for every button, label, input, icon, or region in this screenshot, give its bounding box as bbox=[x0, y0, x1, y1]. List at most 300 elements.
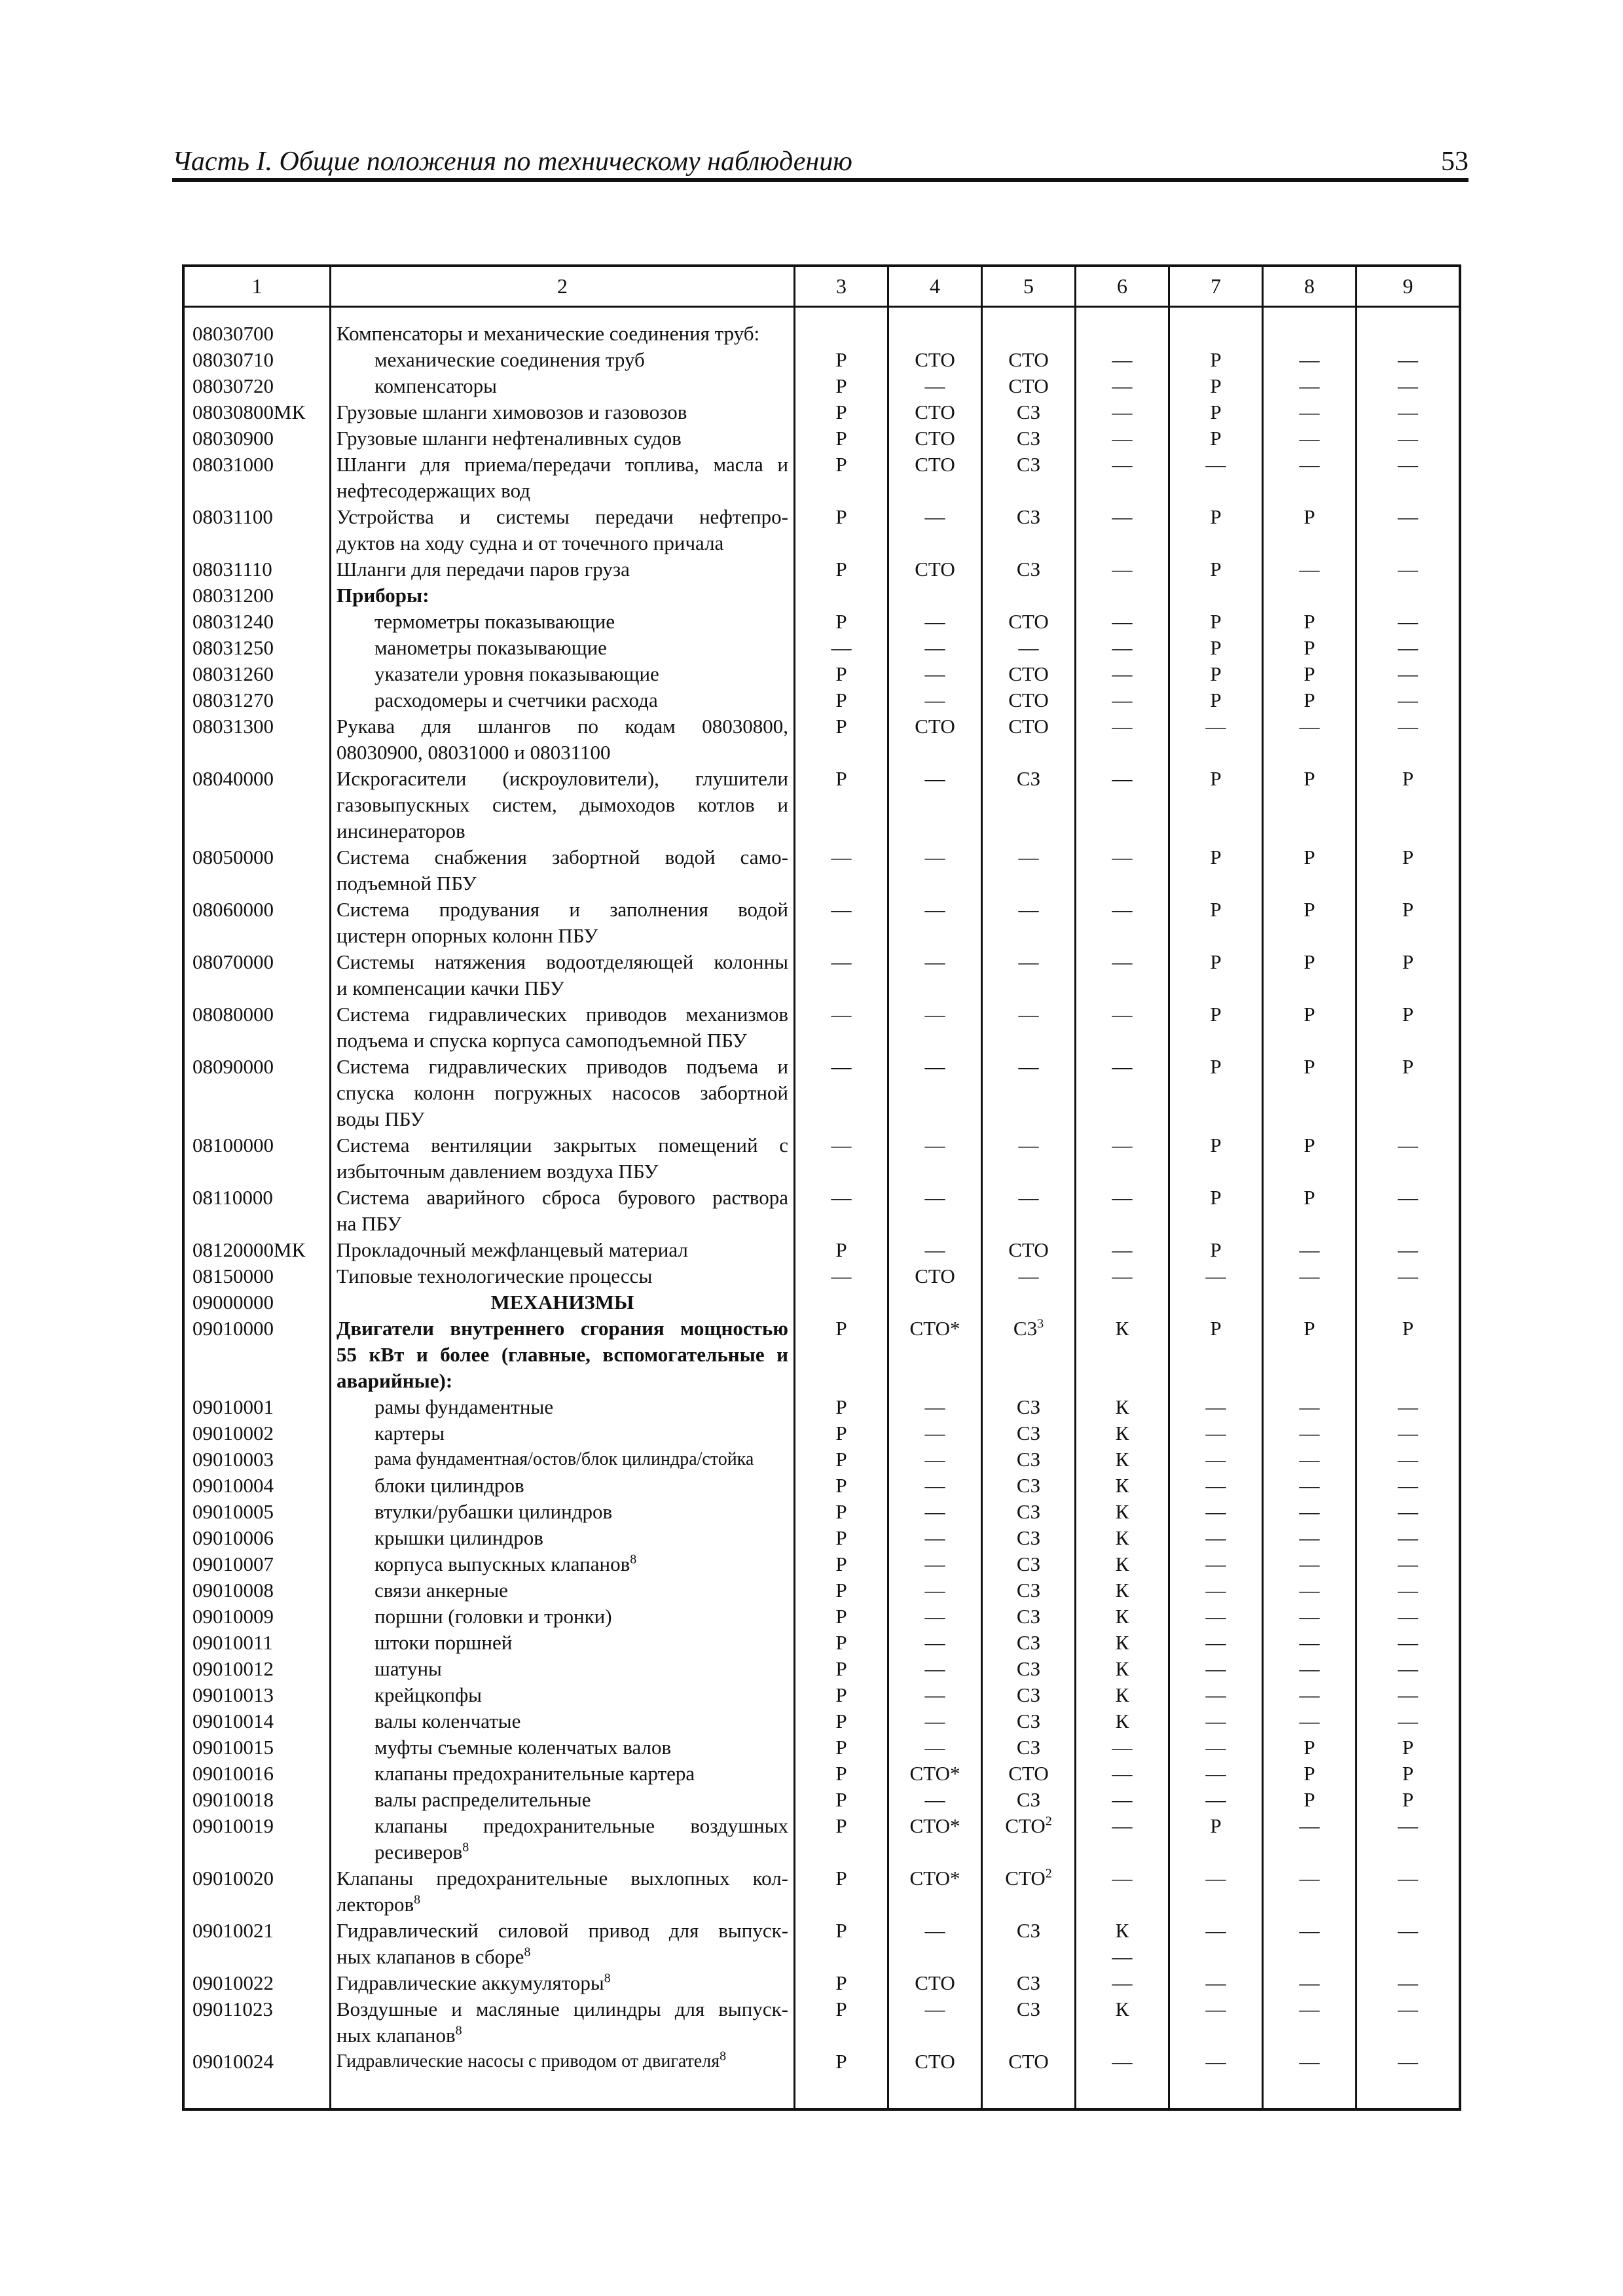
cell-col-6: — bbox=[1112, 767, 1133, 790]
cell-col-9: — bbox=[1398, 662, 1418, 685]
cell-col-3: Р bbox=[835, 401, 847, 423]
cell-col-5: СЗ bbox=[1016, 1736, 1041, 1759]
cell-col-5: СТО$^2$ bbox=[1005, 1866, 1052, 1890]
cell-col-7: Р bbox=[1210, 846, 1222, 869]
cell-col-8: Р bbox=[1304, 1762, 1315, 1785]
cell-col-3: — bbox=[831, 1134, 852, 1157]
cell-col-9: — bbox=[1398, 1238, 1418, 1261]
cell-col-5: СТО bbox=[1008, 2050, 1049, 2073]
cell-col-4: — bbox=[924, 1605, 945, 1628]
cell-col-4: СТО bbox=[915, 715, 955, 738]
cell-col-8: — bbox=[1299, 1422, 1320, 1444]
cell-col-9: — bbox=[1398, 636, 1418, 659]
cell-col-7: Р bbox=[1210, 558, 1222, 581]
cell-col-7: — bbox=[1205, 1788, 1226, 1811]
cell-col-5: СЗ bbox=[1016, 1919, 1041, 1942]
item-code: 08030900 bbox=[192, 427, 274, 450]
cell-col-5: — bbox=[1018, 950, 1039, 973]
col-header-3: 3 bbox=[836, 274, 847, 298]
item-description: Система аварийного сброса бурового раствора bbox=[337, 1186, 788, 1209]
cell-col-9: — bbox=[1398, 1134, 1418, 1157]
cell-col-9: Р bbox=[1402, 950, 1414, 973]
cell-col-4: СТО bbox=[915, 401, 955, 423]
cell-col-7: Р bbox=[1210, 427, 1222, 450]
cell-col-6: К bbox=[1115, 1579, 1129, 1602]
cell-col-8: — bbox=[1299, 1395, 1320, 1418]
cell-col-4: — bbox=[924, 767, 945, 790]
cell-col-6: К bbox=[1115, 1474, 1129, 1497]
cell-col-3: Р bbox=[835, 767, 847, 790]
cell-col-3: Р bbox=[835, 374, 847, 397]
cell-col-6: — bbox=[1112, 348, 1133, 371]
cell-col-4: — bbox=[924, 898, 945, 921]
cell-col-7: Р bbox=[1210, 767, 1222, 790]
cell-col-7: — bbox=[1205, 1526, 1226, 1549]
item-code: 08031260 bbox=[192, 662, 274, 685]
cell-col-6: — bbox=[1112, 1134, 1133, 1157]
cell-col-7: — bbox=[1205, 1971, 1226, 1994]
cell-col-9: — bbox=[1398, 505, 1418, 528]
cell-col-5: СЗ bbox=[1016, 1552, 1041, 1575]
footnote-ref: 8 bbox=[462, 1840, 469, 1855]
cell-col-4: — bbox=[924, 1186, 945, 1209]
cell-col-5: СЗ bbox=[1016, 558, 1041, 581]
cell-col-3: Р bbox=[835, 1919, 847, 1942]
cell-col-9: Р bbox=[1402, 1762, 1414, 1785]
cell-col-8: — bbox=[1299, 558, 1320, 581]
col-header-5: 5 bbox=[1023, 274, 1034, 298]
cell-col-6: — bbox=[1112, 1814, 1133, 1837]
cell-col-6: К bbox=[1115, 1526, 1129, 1549]
cell-col-4: СТО bbox=[915, 2050, 955, 2073]
cell-col-7: Р bbox=[1210, 662, 1222, 685]
cell-col-6: К bbox=[1115, 1631, 1129, 1654]
cell-col-3: — bbox=[831, 898, 852, 921]
cell-col-6: — bbox=[1112, 846, 1133, 869]
cell-col-9: — bbox=[1398, 1186, 1418, 1209]
footnote-ref: 8 bbox=[720, 2049, 727, 2064]
footnote-ref: 2 bbox=[1045, 1866, 1052, 1881]
cell-col-8: Р bbox=[1304, 1736, 1315, 1759]
page-header bbox=[172, 145, 1468, 178]
cell-col-6: К bbox=[1115, 1657, 1129, 1680]
item-code: 09010003 bbox=[192, 1448, 274, 1471]
cell-col-7: Р bbox=[1210, 505, 1222, 528]
cell-col-3: — bbox=[831, 1265, 852, 1287]
cell-col-5: СЗ bbox=[1016, 1631, 1041, 1654]
cell-col-5: СЗ bbox=[1016, 1971, 1041, 1994]
cell-col-8: — bbox=[1299, 1579, 1320, 1602]
cell-col-3: Р bbox=[835, 1683, 847, 1706]
cell-col-6: — bbox=[1112, 662, 1133, 685]
item-code: 08030700 bbox=[192, 322, 274, 345]
cell-col-3: Р bbox=[835, 1474, 847, 1497]
item-description: Типовые технологические процессы bbox=[337, 1265, 653, 1287]
cell-col-3: — bbox=[831, 950, 852, 973]
item-code: 08080000 bbox=[192, 1003, 274, 1026]
item-description: крышки цилиндров bbox=[374, 1526, 543, 1549]
item-description: Компенсаторы и механические соединения труб: bbox=[337, 322, 760, 345]
cell-col-9: — bbox=[1398, 1867, 1418, 1890]
cell-col-4: СТО* bbox=[909, 1762, 960, 1785]
cell-col-5: СТО bbox=[1008, 715, 1049, 738]
cell-col-3: Р bbox=[835, 610, 847, 633]
item-description: клапаны предохранительные картера bbox=[374, 1762, 695, 1785]
cell-col-8: — bbox=[1299, 1448, 1320, 1471]
cell-col-9: — bbox=[1398, 558, 1418, 581]
cell-col-5: СЗ bbox=[1016, 1526, 1041, 1549]
item-description: корпуса выпускных клапанов$^8$ bbox=[374, 1552, 637, 1575]
cell-col-4: — bbox=[924, 1448, 945, 1471]
item-description: термометры показывающие bbox=[374, 610, 615, 633]
cell-col-9: — bbox=[1398, 1500, 1418, 1523]
cell-col-8: — bbox=[1299, 1500, 1320, 1523]
cell-col-5: СТО bbox=[1008, 1762, 1049, 1785]
cell-col-7: Р bbox=[1210, 898, 1222, 921]
cell-col-6: — bbox=[1112, 1788, 1133, 1811]
cell-col-4: — bbox=[924, 1788, 945, 1811]
cell-col-9: — bbox=[1398, 427, 1418, 450]
cell-col-4: СТО bbox=[915, 348, 955, 371]
cell-col-5: СЗ bbox=[1016, 767, 1041, 790]
item-description: Грузовые шланги нефтеналивных судов bbox=[337, 427, 682, 450]
cell-col-8: Р bbox=[1304, 1003, 1315, 1026]
item-description: рамы фундаментные bbox=[374, 1395, 554, 1418]
cell-col-9: — bbox=[1398, 348, 1418, 371]
cell-col-3: Р bbox=[835, 505, 847, 528]
cell-col-7: Р bbox=[1210, 1003, 1222, 1026]
cell-col-8: Р bbox=[1304, 662, 1315, 685]
footnote-ref: 2 bbox=[1045, 1814, 1052, 1829]
item-description: ных клапанов в сборе$^8$ bbox=[337, 1945, 531, 1968]
cell-col-7: Р bbox=[1210, 401, 1222, 423]
item-description: Гидравлические аккумуляторы$^8$ bbox=[337, 1971, 611, 1994]
cell-col-7: — bbox=[1205, 1448, 1226, 1471]
item-code: 09010021 bbox=[192, 1919, 274, 1942]
cell-col-3: — bbox=[831, 1186, 852, 1209]
item-description: связи анкерные bbox=[374, 1579, 508, 1602]
cell-col-4: — bbox=[924, 636, 945, 659]
cell-col-8: Р bbox=[1304, 898, 1315, 921]
cell-col-5: СЗ bbox=[1016, 427, 1041, 450]
cell-col-4: — bbox=[924, 689, 945, 711]
cell-col-3: — bbox=[831, 846, 852, 869]
item-code: 09010020 bbox=[192, 1867, 274, 1890]
cell-col-9: — bbox=[1398, 401, 1418, 423]
cell-col-8: Р bbox=[1304, 1186, 1315, 1209]
item-description: Грузовые шланги химовозов и газовозов bbox=[337, 401, 687, 423]
cell-col-7: — bbox=[1205, 2050, 1226, 2073]
footnote-ref: 3 bbox=[1037, 1316, 1044, 1331]
cell-col-5: — bbox=[1018, 898, 1039, 921]
col-header-2: 2 bbox=[557, 274, 568, 298]
cell-col-9: — bbox=[1398, 1395, 1418, 1418]
col-header-6: 6 bbox=[1117, 274, 1127, 298]
cell-col-8: — bbox=[1299, 1867, 1320, 1890]
item-code: 09010014 bbox=[192, 1710, 274, 1732]
cell-col-5: СТО bbox=[1008, 689, 1049, 711]
item-code: 09000000 bbox=[192, 1291, 274, 1314]
cell-col-6: — bbox=[1112, 1971, 1133, 1994]
item-code: 09010005 bbox=[192, 1500, 274, 1523]
cell-col-4: — bbox=[924, 846, 945, 869]
cell-col-6-extra: — bbox=[1112, 1945, 1133, 1968]
cell-col-8: Р bbox=[1304, 689, 1315, 711]
cell-col-5: СЗ bbox=[1016, 401, 1041, 423]
cell-col-9: — bbox=[1398, 1448, 1418, 1471]
cell-col-5: СТО bbox=[1008, 610, 1049, 633]
item-code: 09010002 bbox=[192, 1422, 274, 1444]
item-description: Система снабжения забортной водой само- bbox=[337, 846, 788, 869]
cell-col-7: Р bbox=[1210, 1134, 1222, 1157]
item-description: газовыпускных систем, дымоходов котлов и bbox=[337, 793, 788, 816]
cell-col-4: — bbox=[924, 1134, 945, 1157]
cell-col-9: — bbox=[1398, 1971, 1418, 1994]
cell-col-7: — bbox=[1205, 453, 1226, 476]
cell-col-8: Р bbox=[1304, 636, 1315, 659]
cell-col-9: — bbox=[1398, 1683, 1418, 1706]
cell-col-3: — bbox=[831, 1055, 852, 1078]
cell-col-7: Р bbox=[1210, 610, 1222, 633]
item-description: Системы натяжения водоотделяющей колонны bbox=[337, 950, 788, 973]
item-code: 09010000 bbox=[192, 1317, 274, 1340]
cell-col-3: Р bbox=[835, 1788, 847, 1811]
cell-col-6: К bbox=[1115, 1605, 1129, 1628]
cell-col-4: — bbox=[924, 1003, 945, 1026]
item-code: 09010019 bbox=[192, 1814, 274, 1837]
cell-col-9: — bbox=[1398, 1919, 1418, 1942]
cell-col-3: Р bbox=[835, 1500, 847, 1523]
cell-col-3: Р bbox=[835, 1736, 847, 1759]
item-description: втулки/рубашки цилиндров bbox=[374, 1500, 613, 1523]
cell-col-9: — bbox=[1398, 374, 1418, 397]
cell-col-6: К bbox=[1115, 1395, 1129, 1418]
cell-col-3: Р bbox=[835, 1552, 847, 1575]
item-description: Система вентиляции закрытых помещений с bbox=[337, 1134, 788, 1157]
cell-col-3: Р bbox=[835, 1710, 847, 1732]
col-header-7: 7 bbox=[1211, 274, 1221, 298]
cell-col-3: Р bbox=[835, 1998, 847, 2020]
cell-col-8: Р bbox=[1304, 1788, 1315, 1811]
cell-col-7: — bbox=[1205, 1500, 1226, 1523]
item-code: 09010018 bbox=[192, 1788, 274, 1811]
cell-col-4: СТО* bbox=[909, 1867, 960, 1890]
cell-col-6: — bbox=[1112, 1055, 1133, 1078]
cell-col-6: — bbox=[1112, 898, 1133, 921]
cell-col-8: — bbox=[1299, 1238, 1320, 1261]
item-description: поршни (головки и тронки) bbox=[374, 1605, 612, 1628]
cell-col-4: СТО bbox=[915, 453, 955, 476]
item-code: 08060000 bbox=[192, 898, 274, 921]
cell-col-8: — bbox=[1299, 348, 1320, 371]
item-code: 09011023 bbox=[192, 1998, 273, 2020]
cell-col-6: — bbox=[1112, 2050, 1133, 2073]
cell-col-8: — bbox=[1299, 715, 1320, 738]
item-code: 08090000 bbox=[192, 1055, 274, 1078]
item-description: избыточным давлением воздуха ПБУ bbox=[337, 1160, 659, 1183]
cell-col-9: Р bbox=[1402, 1003, 1414, 1026]
cell-col-5: $С3^3$ bbox=[1013, 1316, 1044, 1340]
item-code: 08150000 bbox=[192, 1265, 274, 1287]
item-code: 08050000 bbox=[192, 846, 274, 869]
col-header-9: 9 bbox=[1402, 274, 1413, 298]
cell-col-7: Р bbox=[1210, 689, 1222, 711]
cell-col-6: К bbox=[1115, 1998, 1129, 2020]
cell-col-9: — bbox=[1398, 1552, 1418, 1575]
cell-col-6: — bbox=[1112, 950, 1133, 973]
cell-col-5: СЗ bbox=[1016, 1710, 1041, 1732]
cell-col-4: — bbox=[924, 1631, 945, 1654]
cell-col-8: — bbox=[1299, 1526, 1320, 1549]
cell-col-9: — bbox=[1398, 1422, 1418, 1444]
item-code: 09010001 bbox=[192, 1395, 274, 1418]
cell-col-7: Р bbox=[1210, 348, 1222, 371]
cell-col-4: СТО bbox=[915, 1265, 955, 1287]
cell-col-6: — bbox=[1112, 505, 1133, 528]
cell-col-9: — bbox=[1398, 1265, 1418, 1287]
item-description: на ПБУ bbox=[337, 1212, 402, 1235]
cell-col-7: Р bbox=[1210, 950, 1222, 973]
cell-col-6: К bbox=[1115, 1500, 1129, 1523]
item-description: Воздушные и масляные цилиндры для выпуск- bbox=[337, 1998, 788, 2020]
cell-col-3: Р bbox=[835, 558, 847, 581]
cell-col-6: — bbox=[1112, 1265, 1133, 1287]
cell-col-7: — bbox=[1205, 1422, 1226, 1444]
cell-col-4: — bbox=[924, 1055, 945, 1078]
col-header-1: 1 bbox=[251, 274, 263, 298]
item-code: 08100000 bbox=[192, 1134, 274, 1157]
item-description: ных клапанов$^8$ bbox=[337, 2023, 462, 2047]
cell-col-5: — bbox=[1018, 1055, 1039, 1078]
cell-col-8: — bbox=[1299, 1605, 1320, 1628]
cell-col-9: Р bbox=[1402, 898, 1414, 921]
cell-col-5: СТО$^2$ bbox=[1005, 1814, 1052, 1837]
cell-col-6: — bbox=[1112, 715, 1133, 738]
cell-col-6: — bbox=[1112, 1186, 1133, 1209]
item-code: 08030720 bbox=[192, 374, 274, 397]
cell-col-4: СТО bbox=[915, 427, 955, 450]
item-code: 09010015 bbox=[192, 1736, 274, 1759]
cell-col-5: СЗ bbox=[1016, 1605, 1041, 1628]
cell-col-8: Р bbox=[1304, 767, 1315, 790]
item-code: 08031000 bbox=[192, 453, 274, 476]
cell-col-9: Р bbox=[1402, 846, 1414, 869]
item-description: механические соединения труб bbox=[374, 348, 645, 371]
cell-col-8: — bbox=[1299, 1265, 1320, 1287]
cell-col-9: — bbox=[1398, 453, 1418, 476]
cell-col-8: — bbox=[1299, 1814, 1320, 1837]
cell-col-9: — bbox=[1398, 715, 1418, 738]
item-description: инсинераторов bbox=[337, 819, 465, 842]
cell-col-3: — bbox=[831, 1003, 852, 1026]
cell-col-6: К bbox=[1115, 1552, 1129, 1575]
item-description: Шланги для приема/передачи топлива, масла и bbox=[337, 453, 788, 476]
item-description: Рукава для шлангов по кодам 08030800, bbox=[337, 715, 788, 738]
cell-col-8: — bbox=[1299, 1683, 1320, 1706]
cell-col-3: Р bbox=[835, 715, 847, 738]
footnote-ref: 8 bbox=[414, 1892, 421, 1907]
cell-col-3: Р bbox=[835, 1526, 847, 1549]
item-description: 08030900, 08031000 и 08031100 bbox=[337, 741, 611, 764]
cell-col-6: — bbox=[1112, 689, 1133, 711]
cell-col-3: Р bbox=[835, 1238, 847, 1261]
cell-col-8: Р bbox=[1304, 1055, 1315, 1078]
item-description: аварийные): bbox=[337, 1369, 453, 1392]
cell-col-7: — bbox=[1205, 1762, 1226, 1785]
item-code: 09010016 bbox=[192, 1762, 274, 1785]
cell-col-6: К bbox=[1115, 1683, 1129, 1706]
item-description: Приборы: bbox=[337, 584, 429, 607]
cell-col-3: Р bbox=[835, 1867, 847, 1890]
cell-col-4: — bbox=[924, 1919, 945, 1942]
cell-col-6: К bbox=[1115, 1919, 1129, 1942]
cell-col-4: — bbox=[924, 662, 945, 685]
cell-col-6: — bbox=[1112, 401, 1133, 423]
cell-col-6: — bbox=[1112, 636, 1133, 659]
cell-col-7: — bbox=[1205, 1919, 1226, 1942]
item-code: 08031100 bbox=[192, 505, 273, 528]
cell-col-3: Р bbox=[835, 2050, 847, 2073]
cell-col-3: Р bbox=[835, 1579, 847, 1602]
col-header-4: 4 bbox=[930, 274, 940, 298]
cell-col-4: — bbox=[924, 374, 945, 397]
item-description: цистерн опорных колонн ПБУ bbox=[337, 924, 598, 947]
cell-col-8: — bbox=[1299, 1919, 1320, 1942]
item-description: муфты съемные коленчатых валов bbox=[374, 1736, 672, 1759]
item-code: 09010009 bbox=[192, 1605, 274, 1628]
cell-col-9: — bbox=[1398, 610, 1418, 633]
cell-col-4: — bbox=[924, 1526, 945, 1549]
regulation-table bbox=[182, 264, 1461, 2111]
cell-col-3: Р bbox=[835, 1814, 847, 1837]
item-description: Система гидравлических приводов механизмов bbox=[337, 1003, 788, 1026]
item-description: ресиверов$^8$ bbox=[374, 1840, 469, 1863]
cell-col-9: — bbox=[1398, 1657, 1418, 1680]
item-code: 09010011 bbox=[192, 1631, 273, 1654]
cell-col-7: Р bbox=[1210, 636, 1222, 659]
cell-col-7: — bbox=[1205, 1657, 1226, 1680]
cell-col-4: — bbox=[924, 505, 945, 528]
cell-col-9: Р bbox=[1402, 1736, 1414, 1759]
cell-col-4: — bbox=[924, 1998, 945, 2020]
cell-col-9: Р bbox=[1402, 1055, 1414, 1078]
cell-col-5: СЗ bbox=[1016, 1500, 1041, 1523]
cell-col-8: Р bbox=[1304, 610, 1315, 633]
cell-col-9: — bbox=[1398, 689, 1418, 711]
item-description: шатуны bbox=[374, 1657, 442, 1680]
item-description: Шланги для передачи паров груза bbox=[337, 558, 630, 581]
item-code: 08031250 bbox=[192, 636, 274, 659]
cell-col-9: — bbox=[1398, 1474, 1418, 1497]
item-description: подъемной ПБУ bbox=[337, 872, 477, 895]
cell-col-7: Р bbox=[1210, 374, 1222, 397]
cell-col-4: СТО bbox=[915, 1971, 955, 1994]
item-code: 09010012 bbox=[192, 1657, 274, 1680]
item-description: крейцкопфы bbox=[374, 1683, 482, 1706]
cell-col-8: — bbox=[1299, 1710, 1320, 1732]
cell-col-3: Р bbox=[835, 1422, 847, 1444]
cell-col-7: Р bbox=[1210, 1317, 1222, 1340]
item-description: валы коленчатые bbox=[374, 1710, 521, 1732]
item-code: 08040000 bbox=[192, 767, 274, 790]
cell-col-4: — bbox=[924, 610, 945, 633]
cell-col-7: — bbox=[1205, 1631, 1226, 1654]
cell-col-8: Р bbox=[1304, 950, 1315, 973]
item-description: 55 кВт и более (главные, вспомогательные и bbox=[337, 1343, 788, 1366]
cell-col-6: — bbox=[1112, 1762, 1133, 1785]
item-code: 08070000 bbox=[192, 950, 274, 973]
cell-col-5: СЗ bbox=[1016, 505, 1041, 528]
